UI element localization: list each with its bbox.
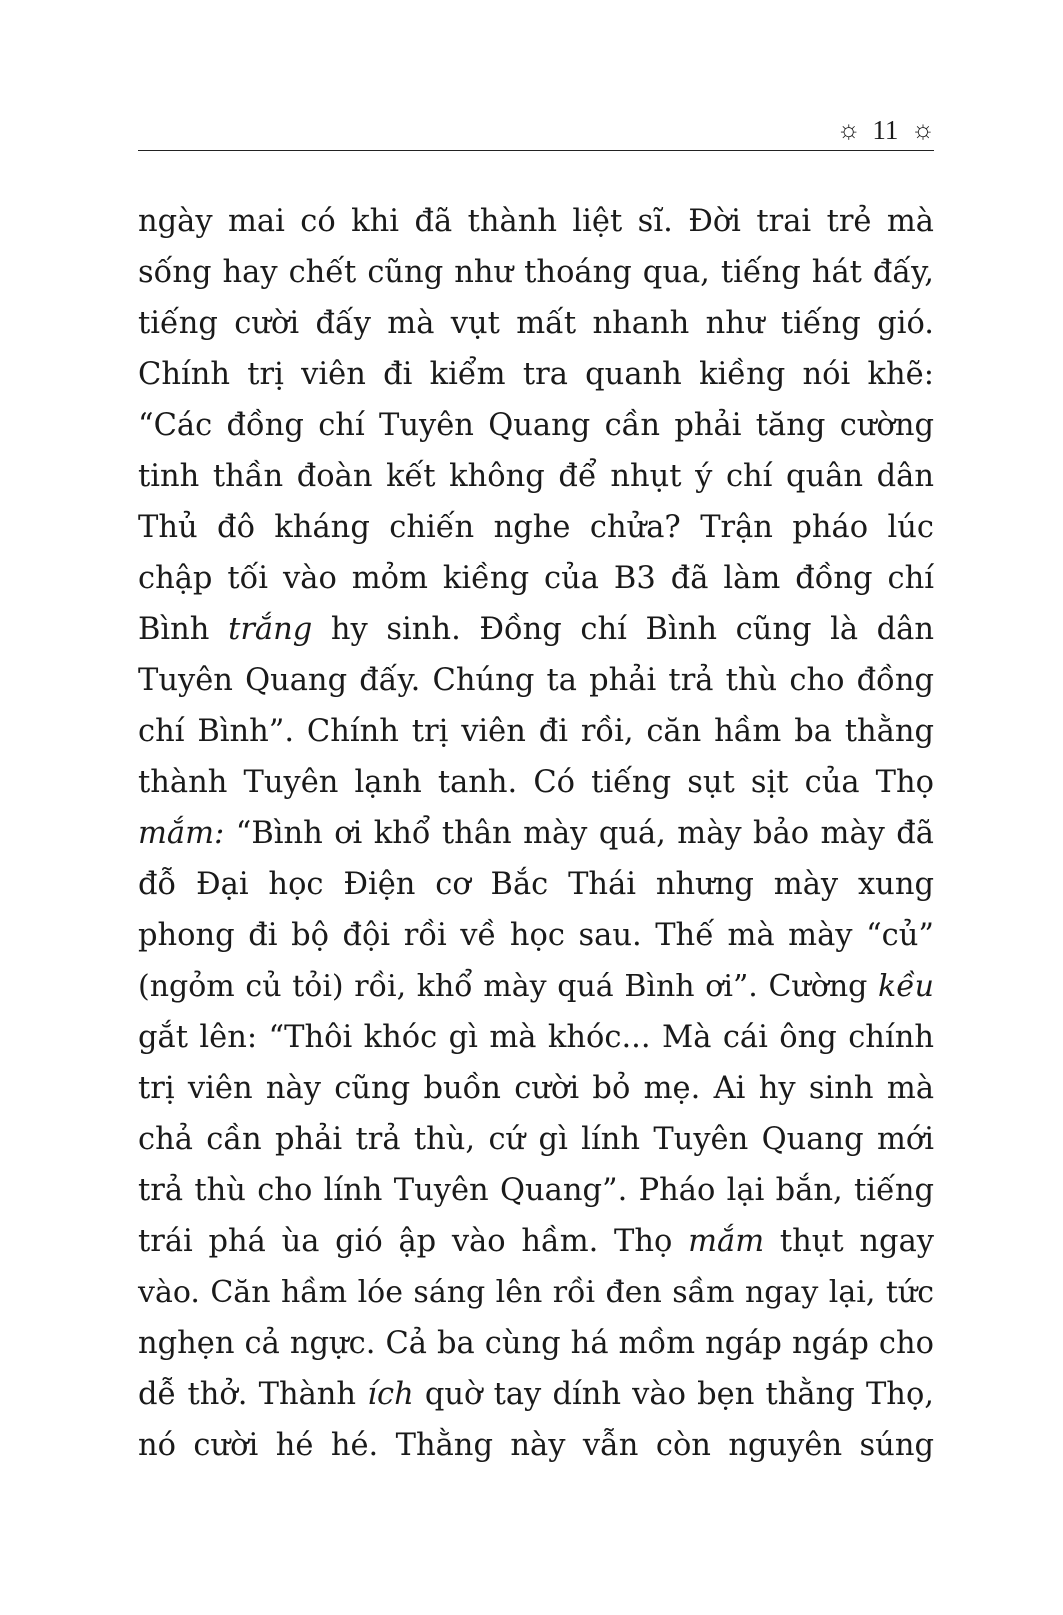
text-segment: “Các đồng chí Tuyên Quang cần phải tăng cường	[138, 408, 934, 443]
text-segment: đỗ Đại học Điện cơ Bắc Thái nhưng mày xung	[138, 867, 934, 902]
text-segment: thành Tuyên lạnh tanh. Có tiếng sụt sịt của Thọ	[138, 765, 934, 800]
text-line	[138, 961, 934, 1012]
text-segment: trái phá ùa gió ập vào hầm. Thọ	[138, 1224, 689, 1259]
text-line	[138, 808, 934, 859]
text-line	[138, 1012, 934, 1063]
text-segment: sống hay chết cũng như thoáng qua, tiếng hát đấy,	[138, 255, 934, 290]
right-ornament-icon: ☼︎	[911, 114, 934, 144]
text-segment: Bình	[138, 612, 229, 647]
text-segment: tiếng cười đấy mà vụt mất nhanh như tiếng gió.	[138, 306, 934, 341]
text-line	[138, 298, 934, 349]
text-segment: (ngỏm củ tỏi) rồi, khổ mày quá Bình ơi”. Cường	[138, 969, 879, 1004]
text-line	[138, 655, 934, 706]
text-segment: nó cười hé hé. Thằng này vẫn còn nguyên súng	[138, 1428, 934, 1463]
italic-nickname: ích	[367, 1377, 414, 1412]
text-segment: quờ tay dính vào bẹn thằng Thọ,	[413, 1377, 934, 1412]
text-segment: trị viên này cũng buồn cười bỏ mẹ. Ai hy sinh mà	[138, 1071, 934, 1106]
text-segment: “Bình ơi khổ thân mày quá, mày bảo mày đã	[224, 816, 934, 851]
text-segment: tinh thần đoàn kết không để nhụt ý chí quân dân	[138, 459, 934, 494]
text-line	[138, 1216, 934, 1267]
text-line	[138, 1267, 934, 1318]
text-line	[138, 757, 934, 808]
text-line	[138, 196, 934, 247]
text-line	[138, 1369, 934, 1420]
text-line	[138, 349, 934, 400]
text-segment: Thủ đô kháng chiến nghe chửa? Trận pháo lúc	[138, 510, 934, 545]
text-segment: Tuyên Quang đấy. Chúng ta phải trả thù cho đồng	[138, 663, 934, 698]
italic-nickname: trắng	[228, 612, 313, 647]
text-line	[138, 1063, 934, 1114]
page-number: 11	[872, 114, 899, 145]
text-line	[138, 400, 934, 451]
text-line	[138, 1165, 934, 1216]
text-line	[138, 1318, 934, 1369]
text-segment: vào. Căn hầm lóe sáng lên rồi đen sầm ngay lại, tức	[138, 1275, 934, 1310]
text-line	[138, 910, 934, 961]
text-segment: trả thù cho lính Tuyên Quang”. Pháo lại bắn, tiếng	[138, 1173, 934, 1208]
text-segment: ngày mai có khi đã thành liệt sĩ. Đời trai trẻ mà	[138, 204, 934, 239]
text-line	[138, 1420, 934, 1471]
italic-nickname: mắm:	[138, 816, 225, 851]
italic-nickname: mắm	[688, 1224, 765, 1259]
text-segment: thụt ngay	[764, 1224, 934, 1259]
text-line	[138, 859, 934, 910]
running-header	[138, 112, 934, 151]
text-line	[138, 553, 934, 604]
text-segment: chập tối vào mỏm kiềng của B3 đã làm đồng chí	[138, 561, 934, 596]
text-segment: chí Bình”. Chính trị viên đi rồi, căn hầm ba thằng	[138, 714, 934, 749]
text-segment: Chính trị viên đi kiểm tra quanh kiềng nói khẽ:	[138, 357, 934, 392]
left-ornament-icon: ☼︎	[836, 114, 860, 144]
text-line	[138, 604, 934, 655]
text-segment: dễ thở. Thành	[138, 1377, 368, 1412]
italic-nickname: kều	[878, 969, 934, 1004]
text-segment: nghẹn cả ngực. Cả ba cùng há mồm ngáp ngáp cho	[138, 1326, 934, 1361]
text-line	[138, 502, 934, 553]
text-segment: phong đi bộ đội rồi về học sau. Thế mà mày “củ”	[138, 918, 934, 953]
text-line	[138, 247, 934, 298]
text-line	[138, 706, 934, 757]
body-paragraph	[138, 196, 934, 1471]
text-segment: hy sinh. Đồng chí Bình cũng là dân	[312, 612, 934, 647]
text-segment: gắt lên: “Thôi khóc gì mà khóc... Mà cái ông chính	[138, 1020, 934, 1055]
text-line	[138, 451, 934, 502]
text-line	[138, 1114, 934, 1165]
text-segment: chả cần phải trả thù, cứ gì lính Tuyên Quang mới	[138, 1122, 934, 1157]
